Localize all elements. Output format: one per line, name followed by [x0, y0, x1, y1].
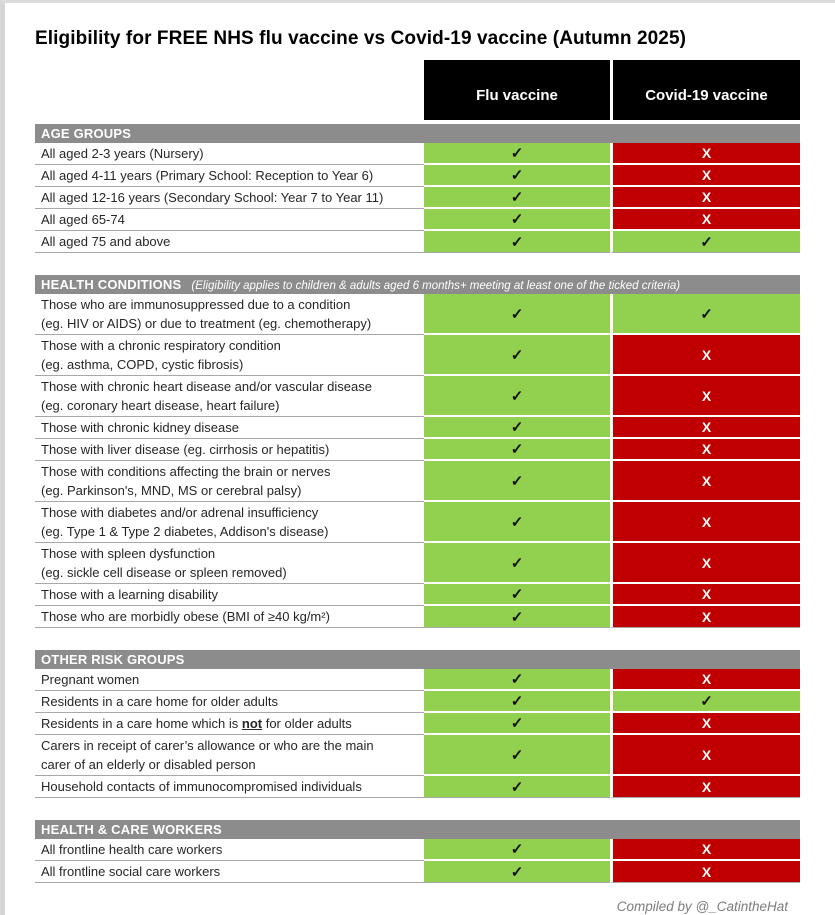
check-mark: ✓	[510, 211, 524, 228]
cross-mark: X	[701, 715, 712, 731]
flu-eligibility-cell	[424, 735, 610, 776]
cross-mark: X	[701, 746, 712, 763]
check-mark: ✓	[510, 715, 524, 732]
row-label	[35, 165, 424, 187]
covid-vaccine-column-header: Covid-19 vaccine	[610, 60, 800, 120]
check-mark: ✓	[510, 693, 524, 710]
flu-eligibility-cell	[424, 776, 610, 798]
covid-eligibility-cell	[610, 839, 800, 861]
check-mark: ✓	[510, 472, 524, 490]
check-mark: ✓	[510, 346, 524, 364]
cross-mark: X	[701, 211, 712, 227]
table-row	[35, 209, 800, 231]
cross-mark: X	[701, 554, 712, 571]
row-label-line: Pregnant women	[41, 672, 140, 687]
check-mark: ✓	[510, 841, 524, 858]
covid-eligibility-cell	[610, 187, 800, 209]
covid-eligibility-cell	[610, 713, 800, 735]
row-label-line: (eg. coronary heart disease, heart failure)	[41, 398, 280, 413]
section-header-label: HEALTH & CARE WORKERS	[41, 822, 222, 837]
flu-eligibility-cell	[424, 839, 610, 861]
row-label-line: All aged 75 and above	[41, 234, 171, 249]
flu-eligibility-cell	[424, 376, 610, 417]
table-row	[35, 606, 800, 628]
row-label-line: All aged 12-16 years (Secondary School: Year 7 to Year 11)	[41, 190, 384, 205]
table-row	[35, 861, 800, 883]
table-row	[35, 165, 800, 187]
table-row	[35, 143, 800, 165]
row-label-line: (eg. HIV or AIDS) or due to treatment (eg. chemotherapy)	[41, 316, 372, 331]
cross-mark: X	[701, 513, 712, 530]
check-mark: ✓	[700, 233, 713, 251]
check-mark: ✓	[510, 189, 524, 206]
covid-eligibility-cell	[610, 439, 800, 461]
table-row	[35, 691, 800, 713]
covid-eligibility-cell	[610, 143, 800, 165]
table-row	[35, 713, 800, 735]
check-mark: ✓	[510, 746, 524, 764]
covid-eligibility-cell	[610, 584, 800, 606]
row-label-line: All frontline health care workers	[41, 842, 223, 857]
section-header	[35, 124, 800, 143]
check-mark: ✓	[510, 419, 524, 436]
flu-eligibility-cell	[424, 417, 610, 439]
row-label-line: Carers in receipt of carer’s allowance or who are the main	[41, 738, 374, 753]
covid-eligibility-cell	[610, 209, 800, 231]
cross-mark: X	[701, 189, 712, 205]
cross-mark: X	[701, 671, 712, 687]
page-title: Eligibility for FREE NHS flu vaccine vs Covid-19 vaccine (Autumn 2025)	[35, 28, 687, 49]
row-label-line: Household contacts of immunocompromised individuals	[41, 779, 362, 794]
cross-mark: X	[701, 586, 712, 602]
table-row	[35, 376, 800, 417]
row-label-line: Those with conditions affecting the brain or nerves	[41, 464, 331, 479]
section-header	[35, 650, 800, 669]
row-label-line: Those who are morbidly obese (BMI of ≥40 kg/m²)	[41, 609, 330, 624]
covid-eligibility-cell	[610, 669, 800, 691]
check-mark: ✓	[510, 305, 524, 323]
cross-mark: X	[701, 346, 712, 363]
covid-eligibility-cell	[610, 376, 800, 417]
check-mark: ✓	[510, 778, 524, 796]
section-header-label: AGE GROUPS	[41, 126, 132, 141]
flu-eligibility-cell	[424, 231, 610, 253]
infographic-page	[5, 3, 835, 914]
check-mark: ✓	[700, 305, 713, 323]
row-label	[35, 439, 424, 461]
flu-eligibility-cell	[424, 165, 610, 187]
flu-eligibility-cell	[424, 669, 610, 691]
row-label	[35, 776, 424, 798]
row-label-line: Those with liver disease (eg. cirrhosis or hepatitis)	[41, 442, 330, 457]
flu-eligibility-cell	[424, 209, 610, 231]
check-mark: ✓	[510, 233, 524, 251]
table-row	[35, 502, 800, 543]
flu-eligibility-cell	[424, 861, 610, 883]
covid-eligibility-cell	[610, 861, 800, 883]
check-mark: ✓	[510, 145, 524, 162]
covid-eligibility-cell	[610, 294, 800, 335]
row-label	[35, 417, 424, 439]
covid-eligibility-cell	[610, 776, 800, 798]
flu-eligibility-cell	[424, 294, 610, 335]
row-label	[35, 669, 424, 691]
cross-mark: X	[701, 419, 712, 435]
check-mark: ✓	[510, 586, 524, 603]
row-label-line: carer of an elderly or disabled person	[41, 757, 256, 772]
row-label-line: All aged 65-74	[41, 212, 125, 227]
row-label	[35, 606, 424, 628]
flu-eligibility-cell	[424, 691, 610, 713]
row-label-line: (eg. Type 1 & Type 2 diabetes, Addison's disease)	[41, 524, 329, 539]
table-row	[35, 187, 800, 209]
table-row	[35, 231, 800, 253]
cross-mark: X	[701, 778, 712, 795]
row-label	[35, 839, 424, 861]
section-header-label: OTHER RISK GROUPS	[41, 652, 185, 667]
cross-mark: X	[701, 441, 712, 457]
row-label-line: All aged 2-3 years (Nursery)	[41, 146, 204, 161]
table-row	[35, 839, 800, 861]
check-mark: ✓	[510, 608, 524, 626]
plain-text: for older adults	[262, 716, 352, 731]
column-header-spacer	[35, 60, 424, 120]
flu-eligibility-cell	[424, 439, 610, 461]
flu-eligibility-cell	[424, 187, 610, 209]
flu-eligibility-cell	[424, 335, 610, 376]
row-label	[35, 735, 424, 776]
check-mark: ✓	[510, 671, 524, 688]
covid-eligibility-cell	[610, 691, 800, 713]
row-label	[35, 187, 424, 209]
row-label	[35, 294, 424, 335]
row-label-line: Those with chronic heart disease and/or vascular disease	[41, 379, 372, 394]
column-header-row	[35, 60, 800, 120]
flu-eligibility-cell	[424, 461, 610, 502]
row-label	[35, 143, 424, 165]
covid-eligibility-cell	[610, 735, 800, 776]
row-label	[35, 543, 424, 584]
check-mark: ✓	[510, 863, 524, 881]
covid-eligibility-cell	[610, 231, 800, 253]
row-label-line: Residents in a care home for older adults	[41, 694, 279, 709]
emphasized-text: not	[241, 716, 263, 731]
table-row	[35, 735, 800, 776]
row-label-line: (eg. sickle cell disease or spleen removed)	[41, 565, 287, 580]
row-label-line: Those with chronic kidney disease	[41, 420, 239, 435]
flu-vaccine-column-header: Flu vaccine	[424, 60, 610, 120]
covid-eligibility-cell	[610, 461, 800, 502]
section-header-note: (Eligibility applies to children & adults aged 6 months+ meeting at least one of the ticked criteria)	[191, 280, 681, 292]
row-label-line	[41, 714, 422, 733]
section-header	[35, 275, 800, 294]
row-label-line: All aged 4-11 years (Primary School: Reception to Year 6)	[41, 168, 374, 183]
cross-mark: X	[701, 472, 712, 489]
row-label	[35, 461, 424, 502]
check-mark: ✓	[510, 167, 524, 184]
covid-eligibility-cell	[610, 417, 800, 439]
check-mark: ✓	[510, 513, 524, 531]
row-label-line: Those with diabetes and/or adrenal insufficiency	[41, 505, 319, 520]
section-header	[35, 820, 800, 839]
cross-mark: X	[701, 863, 712, 880]
row-label	[35, 861, 424, 883]
table-row	[35, 461, 800, 502]
covid-eligibility-cell	[610, 606, 800, 628]
flu-eligibility-cell	[424, 502, 610, 543]
row-label-line: Those who are immunosuppressed due to a condition	[41, 297, 351, 312]
covid-eligibility-cell	[610, 543, 800, 584]
cross-mark: X	[701, 167, 712, 183]
row-label	[35, 376, 424, 417]
table-sections	[35, 124, 800, 883]
cross-mark: X	[701, 608, 712, 625]
plain-text: Residents in a care home which is	[41, 716, 242, 731]
flu-eligibility-cell	[424, 543, 610, 584]
check-mark: ✓	[700, 693, 713, 710]
flu-eligibility-cell	[424, 584, 610, 606]
table-row	[35, 439, 800, 461]
flu-eligibility-cell	[424, 606, 610, 628]
credit-text: Compiled by @_CatintheHat	[616, 899, 788, 914]
section-header-label: HEALTH CONDITIONS	[41, 277, 182, 292]
check-mark: ✓	[510, 387, 524, 405]
covid-eligibility-cell	[610, 335, 800, 376]
row-label	[35, 713, 424, 735]
cross-mark: X	[701, 841, 712, 857]
table-row	[35, 417, 800, 439]
cross-mark: X	[701, 145, 712, 161]
check-mark: ✓	[510, 441, 524, 458]
row-label	[35, 231, 424, 253]
check-mark: ✓	[510, 554, 524, 572]
row-label-line: Those with a chronic respiratory condition	[41, 338, 281, 353]
row-label-line: Those with spleen dysfunction	[41, 546, 216, 561]
covid-eligibility-cell	[610, 165, 800, 187]
table-row	[35, 294, 800, 335]
row-label	[35, 691, 424, 713]
row-label-line: Those with a learning disability	[41, 587, 219, 602]
flu-eligibility-cell	[424, 713, 610, 735]
row-label	[35, 502, 424, 543]
table-row	[35, 669, 800, 691]
table-row	[35, 543, 800, 584]
table-row	[35, 776, 800, 798]
row-label	[35, 209, 424, 231]
table-row	[35, 335, 800, 376]
covid-eligibility-cell	[610, 502, 800, 543]
row-label	[35, 584, 424, 606]
flu-eligibility-cell	[424, 143, 610, 165]
row-label-line: (eg. asthma, COPD, cystic fibrosis)	[41, 357, 244, 372]
row-label-line: All frontline social care workers	[41, 864, 221, 879]
row-label	[35, 335, 424, 376]
table-row	[35, 584, 800, 606]
row-label-line: (eg. Parkinson's, MND, MS or cerebral palsy)	[41, 483, 302, 498]
cross-mark: X	[701, 387, 712, 404]
